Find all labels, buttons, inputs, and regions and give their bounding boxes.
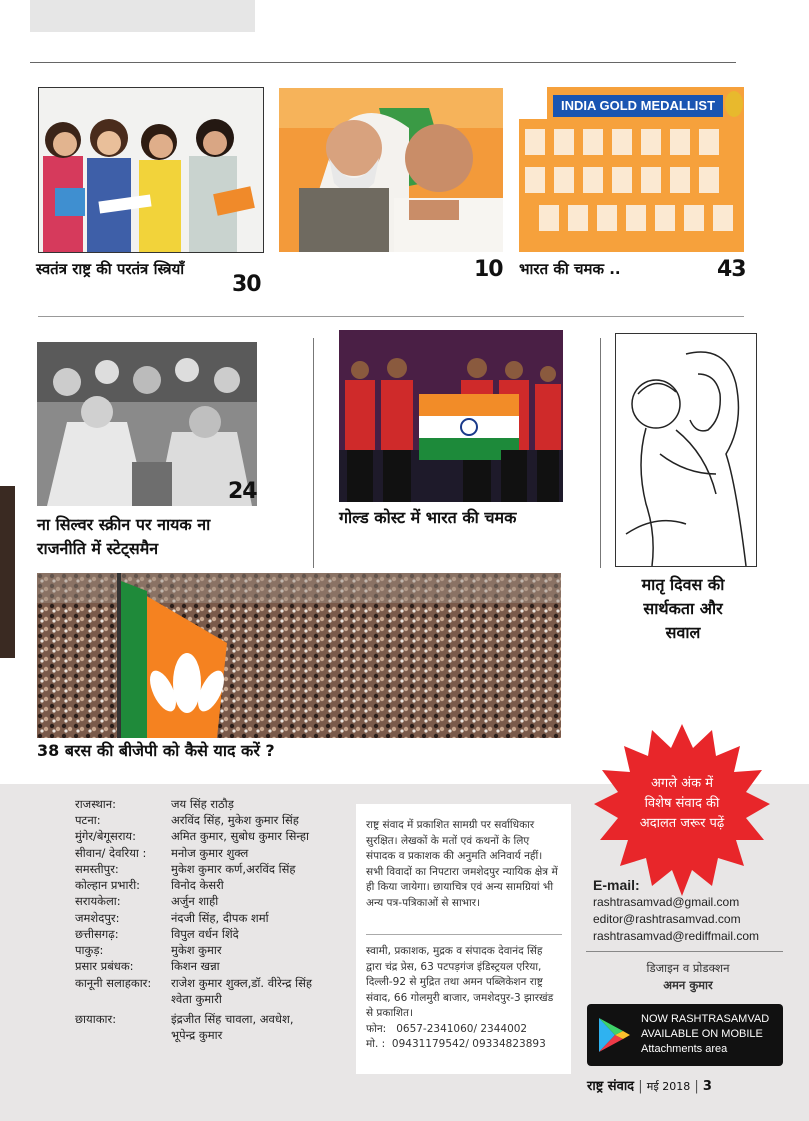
app-badge-line: Attachments area <box>641 1043 728 1055</box>
middle-divider <box>38 316 744 317</box>
story-photo-women[interactable] <box>38 87 264 253</box>
page-edge-photo <box>0 486 15 658</box>
staff-role: मुंगेर/बेगूसराय: <box>75 829 136 843</box>
staff-role: छायाकार: <box>75 1012 117 1026</box>
design-label: डिजाइन व प्रोडक्शन <box>646 961 730 975</box>
promo-line: विशेष संवाद की <box>644 796 720 811</box>
rights-line: संपादक व प्रकाशक की अनुमति अनिवार्य नहीं। <box>366 850 543 862</box>
story-photo-crowd[interactable] <box>37 573 561 738</box>
design-name: अमन कुमार <box>663 978 713 992</box>
staff-name: भूपेन्द्र कुमार <box>171 1028 223 1042</box>
promo-line: अदालत जरूर पढ़ें <box>639 816 725 831</box>
column-divider-2 <box>600 338 601 568</box>
story-2-page: 10 <box>474 257 503 282</box>
publisher-line: से प्रकाशित। <box>366 1007 414 1019</box>
staff-name: मनोज कुमार शुक्ल <box>171 846 249 860</box>
story-1-caption[interactable]: स्वतंत्र राष्ट्र की परतंत्र स्त्रियाँ <box>36 260 185 278</box>
mobile-number[interactable]: 09431179542/ 09334823893 <box>391 1038 546 1050</box>
magazine-name: राष्ट्र संवाद <box>587 1079 635 1094</box>
rights-line: सभी विवादों का निपटारा जमशेदपुर न्यायिक क्षेत्र में <box>366 865 558 878</box>
page-number: 3 <box>702 1079 712 1094</box>
story-3-caption[interactable]: भारत की चमक .. <box>519 260 621 278</box>
rights-line: ही किया जायेगा। छायाचित्र एवं अन्य सामग्रियां भी <box>366 881 554 893</box>
app-badge-text <box>641 1012 781 1057</box>
rights-line: सुरक्षित। लेखकों के मतों एवं कथनों के लिए <box>366 834 530 847</box>
medal-icon <box>725 91 743 117</box>
rights-notice <box>366 818 566 911</box>
publisher-line: स्वामी, प्रकाशक, मुद्रक व संपादक देवानंद सिंह <box>366 945 543 957</box>
story-4-page: 24 <box>228 479 257 504</box>
email-divider <box>586 951 783 952</box>
medallist-banner: INDIA GOLD MEDALLIST <box>553 95 723 117</box>
medallist-portraits-grid <box>519 125 744 252</box>
staff-name: इंद्रजीत सिंह चावला, अवधेश, <box>171 1012 294 1026</box>
publisher-line: द्वारा चंद्र प्रेस, 63 पटपड़गंज इंडिस्ट्रयल एरिया, <box>366 960 542 973</box>
staff-directory <box>75 796 355 1066</box>
email-address[interactable]: rashtrasamvad@rediffmail.com <box>593 929 760 943</box>
staff-name: अमित कुमार, सुबोध कुमार सिन्हा <box>171 829 309 843</box>
staff-name: अरविंद सिंह, मुकेश कुमार सिंह <box>171 813 299 827</box>
story-photo-medallists[interactable] <box>519 87 744 252</box>
staff-role: राजस्थान: <box>75 797 117 811</box>
staff-name: राजेश कुमार शुक्ल,डॉ. वीरेन्द्र सिंह <box>171 976 312 990</box>
staff-name: किशन खन्ना <box>171 959 220 973</box>
staff-role: छत्तीसगढ़: <box>75 927 119 941</box>
staff-role: कोल्हान प्रभारी: <box>75 878 141 892</box>
staff-role: सरायकेला: <box>75 894 121 908</box>
story-photo-leaders[interactable] <box>279 88 503 252</box>
promo-starburst[interactable] <box>594 722 770 898</box>
historical-photo-illustration <box>37 342 257 506</box>
staff-role: जमशेदपुर: <box>75 911 120 925</box>
staff-name: विपुल वर्धन शिंदे <box>171 927 239 941</box>
story-4-caption-line-1[interactable]: ना सिल्वर स्क्रीन पर नायक ना <box>37 515 211 534</box>
story-6-caption-line-3[interactable]: सवाल <box>665 623 701 642</box>
header-strip <box>30 0 255 32</box>
staff-role: पाकुड़: <box>75 943 104 957</box>
story-4-caption-line-2[interactable]: राजनीति में स्टेट्समैन <box>37 539 159 558</box>
staff-role: प्रसार प्रबंधक: <box>75 959 134 973</box>
staff-name: श्वेता कुमारी <box>171 992 222 1006</box>
crowd-photo-illustration <box>37 573 561 738</box>
leaders-photo-illustration <box>279 88 503 252</box>
story-5-caption[interactable]: गोल्ड कोस्ट में भारत की चमक <box>339 508 517 527</box>
rights-line: राष्ट्र संवाद में प्रकाशित सामग्री पर सर्वाधिकार <box>366 819 535 831</box>
athletes-photo-illustration <box>339 330 563 502</box>
app-badge-line: AVAILABLE ON MOBILE <box>641 1028 763 1040</box>
staff-name: नंदजी सिंह, दीपक शर्मा <box>171 911 269 925</box>
column-divider-1 <box>313 338 314 568</box>
app-badge-line: NOW RASHTRASAMVAD <box>641 1013 770 1025</box>
story-7-caption[interactable]: 38 बरस की बीजेपी को कैसे याद करें ? <box>37 741 275 760</box>
page-footer: राष्ट्र संवाद | मई 2018 | 3 <box>587 1079 712 1094</box>
staff-role: समस्तीपुर: <box>75 862 119 876</box>
promo-line: अगले अंक में <box>650 776 714 791</box>
staff-name: मुकेश कुमार <box>171 943 222 957</box>
story-photo-historical[interactable] <box>37 342 257 506</box>
rights-line: अन्य पत्र-पत्रिकाओं से साभार। <box>366 896 481 909</box>
notice-divider <box>366 934 562 935</box>
staff-name: मुकेश कुमार कर्ण,अरविंद सिंह <box>171 862 296 876</box>
women-photo-illustration <box>39 88 263 252</box>
phone-label: फोन: <box>366 1022 387 1035</box>
story-6-caption-line-1[interactable]: मातृ दिवस की <box>641 575 725 594</box>
mobile-app-badge[interactable] <box>587 1004 783 1066</box>
staff-role: सीवान/ देवरिया : <box>75 846 147 860</box>
email-address[interactable]: editor@rashtrasamvad.com <box>593 912 741 926</box>
issue-date: मई 2018 <box>646 1080 691 1093</box>
email-label: E-mail: <box>593 877 640 893</box>
story-photo-mother-sketch[interactable] <box>615 333 757 567</box>
staff-role: कानूनी सलाहकार: <box>75 976 152 990</box>
story-photo-athletes[interactable] <box>339 330 563 502</box>
promo-text <box>614 774 750 834</box>
story-3-page: 43 <box>717 257 746 282</box>
publication-notice-box <box>356 804 571 1074</box>
mother-sketch-illustration <box>616 334 756 566</box>
staff-name: विनोद केसरी <box>171 878 224 892</box>
publisher-info <box>366 944 571 1053</box>
staff-name: जय सिंह राठौड़ <box>171 797 234 811</box>
staff-role: पटना: <box>75 813 101 827</box>
email-address[interactable]: rashtrasamvad@gmail.com <box>593 895 740 909</box>
publisher-line: दिल्ली-92 से मुद्रित तथा अमन पब्लिकेशन राष्ट्र <box>366 976 543 988</box>
publisher-line: संवाद, 66 गोलमुरी बाजार, जमशेदपुर-3 झारखंड <box>366 991 554 1004</box>
mobile-label: मो. : <box>366 1038 386 1050</box>
phone-number[interactable]: 0657-2341060/ 2344002 <box>396 1022 528 1035</box>
staff-name: अर्जुन शाही <box>171 894 219 908</box>
games-logo <box>519 87 547 119</box>
story-1-page: 30 <box>232 272 261 297</box>
play-store-icon <box>597 1016 631 1054</box>
email-block <box>593 876 793 945</box>
top-divider <box>30 62 736 63</box>
design-credit <box>593 960 783 994</box>
story-6-caption-line-2[interactable]: सार्थकता और <box>643 599 723 618</box>
